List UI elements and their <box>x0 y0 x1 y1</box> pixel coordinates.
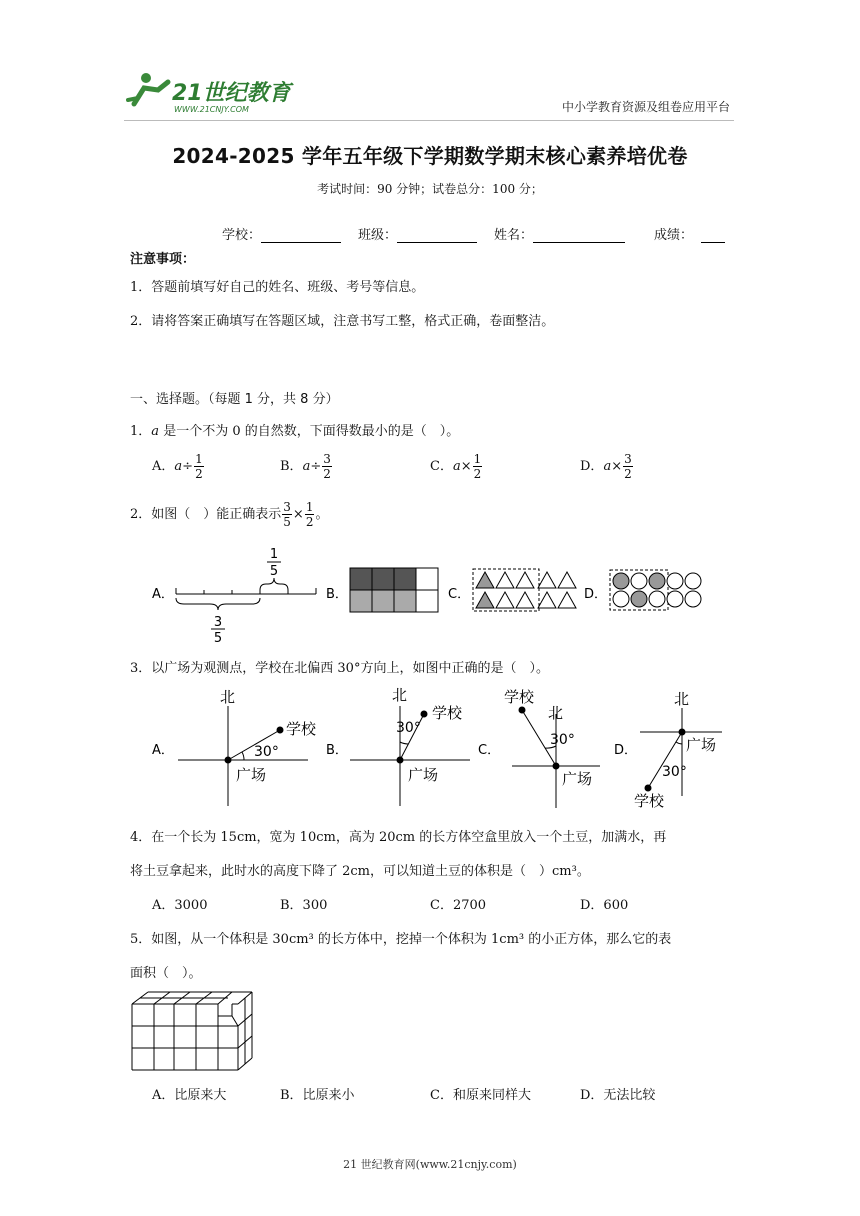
svg-text:北: 北 <box>392 686 408 704</box>
q2-label-d: D． <box>584 587 608 602</box>
note-item: 2．请将答案正确填写在答题区域，注意书写工整，格式正确，卷面整洁。 <box>130 314 555 329</box>
svg-text:30°: 30° <box>550 732 575 748</box>
q2-figure-d <box>610 570 701 610</box>
q1-option-c[interactable]: C．a× $\frac{1}{2}$ <box>430 452 482 481</box>
q3-figure-a <box>178 688 317 806</box>
name-label: 姓名： <box>494 228 534 243</box>
svg-text:30°: 30° <box>254 744 279 760</box>
platform-name: 中小学教育资源及组卷应用平台 <box>561 100 730 114</box>
svg-text:5: 5 <box>269 564 279 579</box>
svg-text:广场: 广场 <box>562 770 593 788</box>
svg-text:广场: 广场 <box>236 766 267 784</box>
q5-option-a[interactable]: A．比原来大 <box>152 1088 227 1103</box>
question-3: 3．以广场为观测点，学校在北偏西 30°方向上，如图中正确的是（ ）。 <box>130 661 549 676</box>
logo-text: 21世纪教育 <box>172 81 291 106</box>
q3-figure-d <box>634 690 722 810</box>
school-field <box>222 224 341 243</box>
q2-label-a: A． <box>152 587 174 602</box>
page-title: 2024-2025 学年五年级下学期数学期末核心素养培优卷 <box>172 144 688 168</box>
svg-text:30°: 30° <box>662 764 687 780</box>
q2-figure-a <box>176 547 316 646</box>
q3-label-b: B． <box>326 743 348 758</box>
header-divider <box>124 120 734 121</box>
q2-figure-b <box>350 568 438 612</box>
name-field <box>494 224 625 243</box>
svg-text:5: 5 <box>213 631 223 646</box>
question-1: 1．a 是一个不为 0 的自然数，下面得数最小的是（ ）。 <box>130 424 460 439</box>
score-blank[interactable] <box>701 229 725 243</box>
svg-text:学校: 学校 <box>432 704 463 722</box>
q3-label-a: A． <box>152 743 174 758</box>
q4-option-a[interactable]: A．3000 <box>152 898 208 913</box>
q1-option-b[interactable]: B．a÷ $\frac{3}{2}$ <box>280 452 331 481</box>
q2-label-b: B． <box>326 587 348 602</box>
school-label: 学校： <box>222 228 262 243</box>
q2-figures <box>140 538 720 648</box>
logo-runner-head <box>141 73 151 83</box>
svg-text:北: 北 <box>548 704 564 722</box>
q1-option-a[interactable]: A．a÷ $\frac{1}{2}$ <box>152 452 203 481</box>
note-item: 1．答题前填写好自己的姓名、班级、考号等信息。 <box>130 280 425 295</box>
svg-text:北: 北 <box>674 690 690 708</box>
score-label: 成绩： <box>654 228 694 243</box>
svg-text:学校: 学校 <box>504 688 535 706</box>
question-5-line2: 面积（ ）。 <box>130 966 202 981</box>
q5-cuboid-figure <box>128 988 258 1072</box>
svg-text:学校: 学校 <box>634 792 665 810</box>
svg-text:3: 3 <box>213 615 223 630</box>
q1-option-d[interactable]: D．a× $\frac{3}{2}$ <box>580 452 632 481</box>
q4-option-c[interactable]: C．2700 <box>430 898 487 913</box>
q2-figure-c <box>473 569 576 611</box>
question-4-line2: 将土豆拿起来，此时水的高度下降了 2cm，可以知道土豆的体积是（ ）cm³。 <box>130 864 590 879</box>
class-blank[interactable] <box>397 229 477 243</box>
class-label: 班级： <box>358 228 398 243</box>
exam-subtitle: 考试时间：90 分钟；试卷总分：100 分； <box>317 182 543 196</box>
q4-option-d[interactable]: D．600 <box>580 898 629 913</box>
q5-option-b[interactable]: B．比原来小 <box>280 1088 355 1103</box>
question-1-stem: 是一个不为 0 的自然数，下面得数最小的是（ ）。 <box>163 424 460 439</box>
question-2: 2．如图（ ）能正确表示 $\frac{3}{5}$ × $\frac{1}{2}$ 。 <box>130 500 329 529</box>
q4-option-b[interactable]: B．300 <box>280 898 328 913</box>
logo-sub: WWW.21CNJY.COM <box>174 105 249 114</box>
name-blank[interactable] <box>533 229 625 243</box>
svg-text:30°: 30° <box>396 720 421 736</box>
q3-label-d: D． <box>614 743 638 758</box>
logo <box>124 70 294 114</box>
q3-figure-b <box>350 686 470 806</box>
question-4-line1: 4．在一个长为 15cm，宽为 10cm，高为 20cm 的长方体空盒里放入一个土豆，加满水，再 <box>130 830 667 845</box>
notes-title: 注意事项： <box>130 252 196 267</box>
footer-link[interactable]: 21 世纪教育网(www.21cnjy.com) <box>343 1158 517 1171</box>
svg-text:北: 北 <box>220 688 236 706</box>
section-heading: 一、选择题。（每题 1 分，共 8 分） <box>130 392 339 407</box>
svg-text:广场: 广场 <box>686 736 717 754</box>
q2-label-c: C． <box>448 587 471 602</box>
class-field <box>358 224 477 243</box>
school-blank[interactable] <box>261 229 341 243</box>
svg-text:广场: 广场 <box>408 766 439 784</box>
question-5-line1: 5．如图，从一个体积是 30cm³ 的长方体中，挖掉一个体积为 1cm³ 的小正方体，那么它的表 <box>130 932 672 947</box>
svg-text:学校: 学校 <box>286 720 317 738</box>
q3-figures <box>140 684 740 814</box>
q5-option-d[interactable]: D．无法比较 <box>580 1088 656 1103</box>
score-field <box>654 224 725 243</box>
q3-figure-c <box>504 688 600 808</box>
q5-option-c[interactable]: C．和原来同样大 <box>430 1088 531 1103</box>
svg-text:1: 1 <box>269 547 279 562</box>
variable-a: a <box>151 424 160 439</box>
q3-label-c: C． <box>478 743 501 758</box>
